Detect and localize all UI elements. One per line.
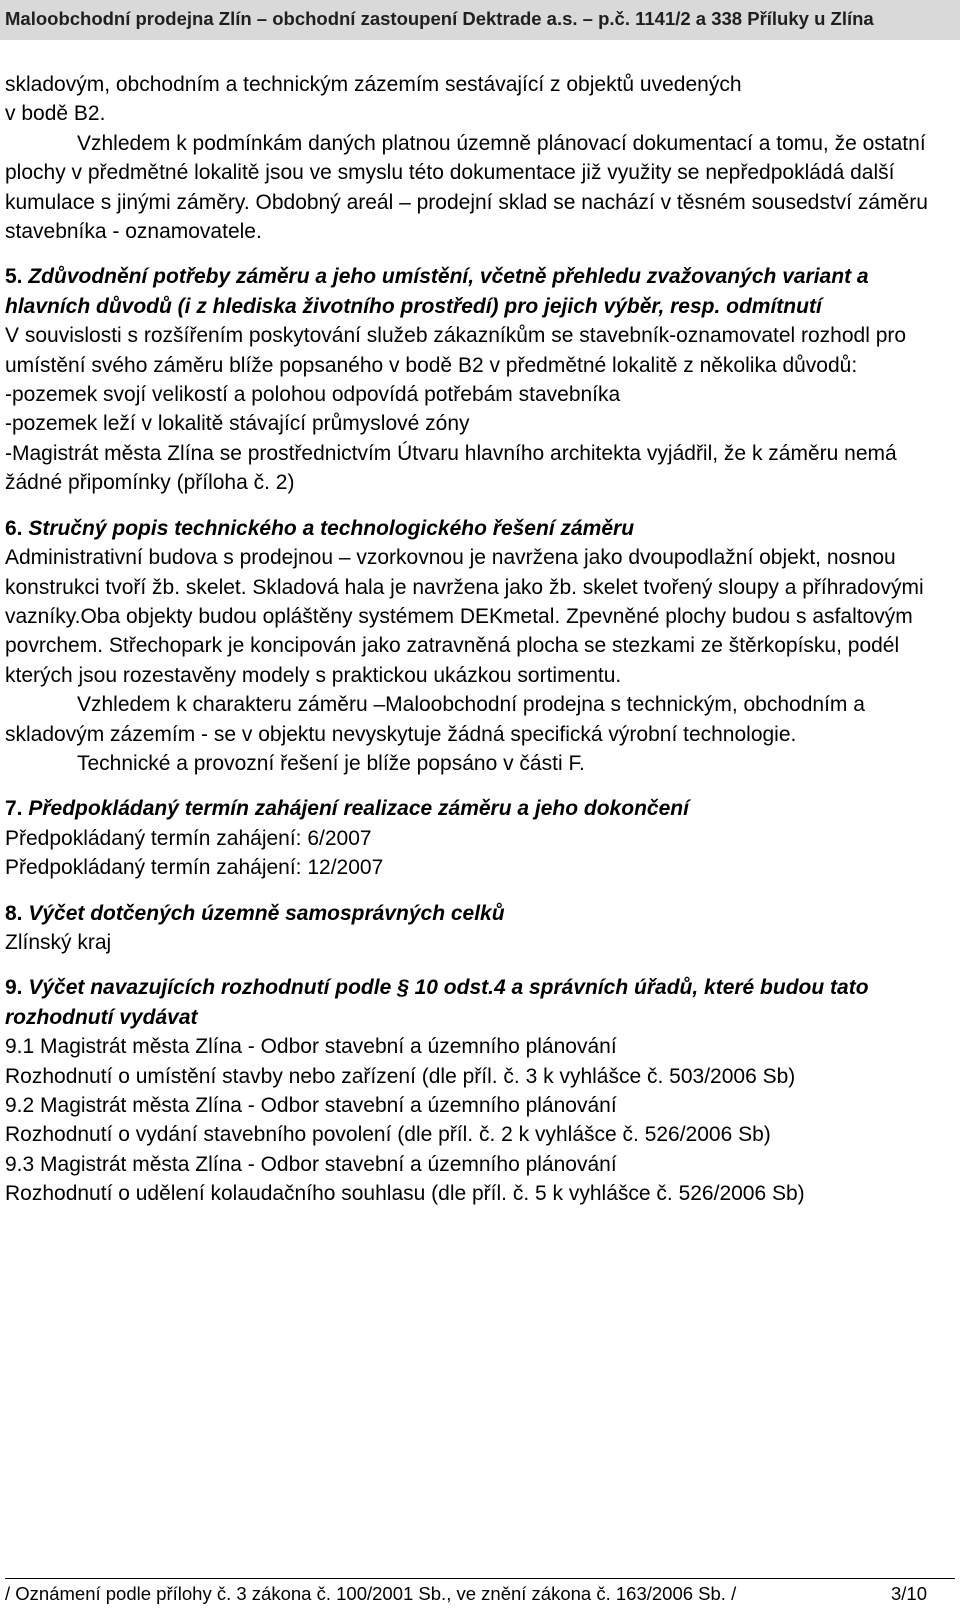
section-8-heading bbox=[5, 899, 955, 928]
section-7-heading bbox=[5, 794, 955, 823]
section-6-heading bbox=[5, 514, 955, 543]
document-body bbox=[5, 70, 955, 1209]
section-7-title: Předpokládaný termín zahájení realizace záměru a jeho dokončení bbox=[28, 797, 689, 821]
section-9-line: 9.3 Magistrát města Zlína - Odbor stavební a územního plánování bbox=[5, 1152, 617, 1176]
section-9-line: 9.2 Magistrát města Zlína - Odbor stavební a územního plánování bbox=[5, 1094, 617, 1117]
section-6-paragraph-3: Technické a provozní řešení je blíže popsáno v části F. bbox=[77, 751, 585, 775]
intro-line-2: v bodě B2. bbox=[5, 102, 106, 126]
section-9-line: Rozhodnutí o umístění stavby nebo zařízení (dle příl. č. 3 k vyhlášce č. 503/2006 Sb) bbox=[5, 1064, 796, 1088]
page-header bbox=[0, 0, 960, 40]
section-9-number: 9. bbox=[5, 976, 23, 1000]
section-6-paragraph-2: Vzhledem k charakteru záměru –Maloobchodní prodejna s technickým, obchodním a skladovým zázemím - se v objektu nevyskytuje žádná specifická výrobní technologie. bbox=[5, 693, 865, 746]
section-8-region: Zlínský kraj bbox=[5, 930, 112, 954]
header-title: Maloobchodní prodejna Zlín – obchodní zastoupení Dektrade a.s. – p.č. 1141/2 a 338 Příluky u Zlína bbox=[5, 8, 874, 29]
section-5-title: Zdůvodnění potřeby záměru a jeho umístění, včetně přehledu zvažovaných variant a hlavních důvodů (i z hlediska životního prostředí) pro jejich výběr, resp. odmítnutí bbox=[5, 265, 869, 318]
section-9-title: Výčet navazujících rozhodnutí podle § 10 odst.4 a správních úřadů, které budou tato rozhodnutí vydávat bbox=[5, 976, 869, 1029]
section-9-line: Rozhodnutí o udělení kolaudačního souhlasu (dle příl. č. 5 k vyhlášce č. 526/2006 Sb) bbox=[5, 1182, 805, 1206]
section-5-paragraph: V souvislosti s rozšířením poskytování služeb zákazníkům se stavebník-oznamovatel rozhodl pro umístění svého záměru blíže popsaného v bodě B2 v předmětné lokalitě z několika důvodů: bbox=[5, 324, 907, 377]
intro-line-1: skladovým, obchodním a technickým zázemím sestávající z objektů uvedených bbox=[5, 73, 742, 96]
section-5-heading bbox=[5, 262, 955, 321]
section-5-item: -Magistrát města Zlína se prostřednictvím Útvaru hlavního architekta vyjádřil, že k záměru nemá žádné připomínky (příloha č. 2) bbox=[5, 441, 897, 495]
footer-text: / Oznámení podle přílohy č. 3 zákona č. 100/2001 Sb., ve znění zákona č. 163/2006 Sb. / bbox=[5, 1583, 737, 1604]
page-footer bbox=[5, 1578, 955, 1605]
section-5-item: -pozemek leží v lokalitě stávající průmyslové zóny bbox=[5, 412, 470, 436]
section-6-paragraph-1: Administrativní budova s prodejnou – vzorkovnou je navržena jako dvoupodlažní objekt, nosnou konstrukci tvoří žb. skelet. Skladová hala je navržena jako žb. skelet tvořený sloupy a příhradovými vazníky.Oba objekty budou opláštěny systémem DEKmetal. Zpevněné plochy budou s asfaltovým povrchem. Střechopark je koncipován jako zatravněná plocha se stezkami ze štěrkopísku, podél kterých jsou rozestavěny modely s praktickou ukázkou sortimentu. bbox=[5, 546, 924, 687]
section-7-start-date: Předpokládaný termín zahájení: 6/2007 bbox=[5, 826, 372, 850]
section-6-number: 6. bbox=[5, 516, 23, 540]
section-9-line: 9.1 Magistrát města Zlína - Odbor stavební a územního plánování bbox=[5, 1035, 617, 1059]
section-5-number: 5. bbox=[5, 265, 23, 289]
section-7-number: 7. bbox=[5, 797, 23, 821]
section-8-number: 8. bbox=[5, 901, 23, 925]
section-8-title: Výčet dotčených územně samosprávných celků bbox=[28, 901, 505, 925]
section-7-end-date: Předpokládaný termín zahájení: 12/2007 bbox=[5, 856, 384, 880]
intro-paragraph: Vzhledem k podmínkám daných platnou územně plánovací dokumentací a tomu, že ostatní plochy v předmětné lokalitě jsou ve smyslu této dokumentace již využity se nepředpokládá další kumulace s jinými záměry. Obdobný areál – prodejní sklad se nachází v těsném sousedství záměru stavebníka - oznamovatele. bbox=[5, 131, 928, 244]
section-5-item: -pozemek svojí velikostí a polohou odpovídá potřebám stavebníka bbox=[5, 383, 621, 407]
section-9-line: Rozhodnutí o vydání stavebního povolení (dle příl. č. 2 k vyhlášce č. 526/2006 Sb) bbox=[5, 1123, 771, 1147]
page-number: 3/10 bbox=[890, 1583, 927, 1604]
section-9-heading bbox=[5, 973, 955, 1032]
section-6-title: Stručný popis technického a technologického řešení záměru bbox=[28, 516, 635, 540]
